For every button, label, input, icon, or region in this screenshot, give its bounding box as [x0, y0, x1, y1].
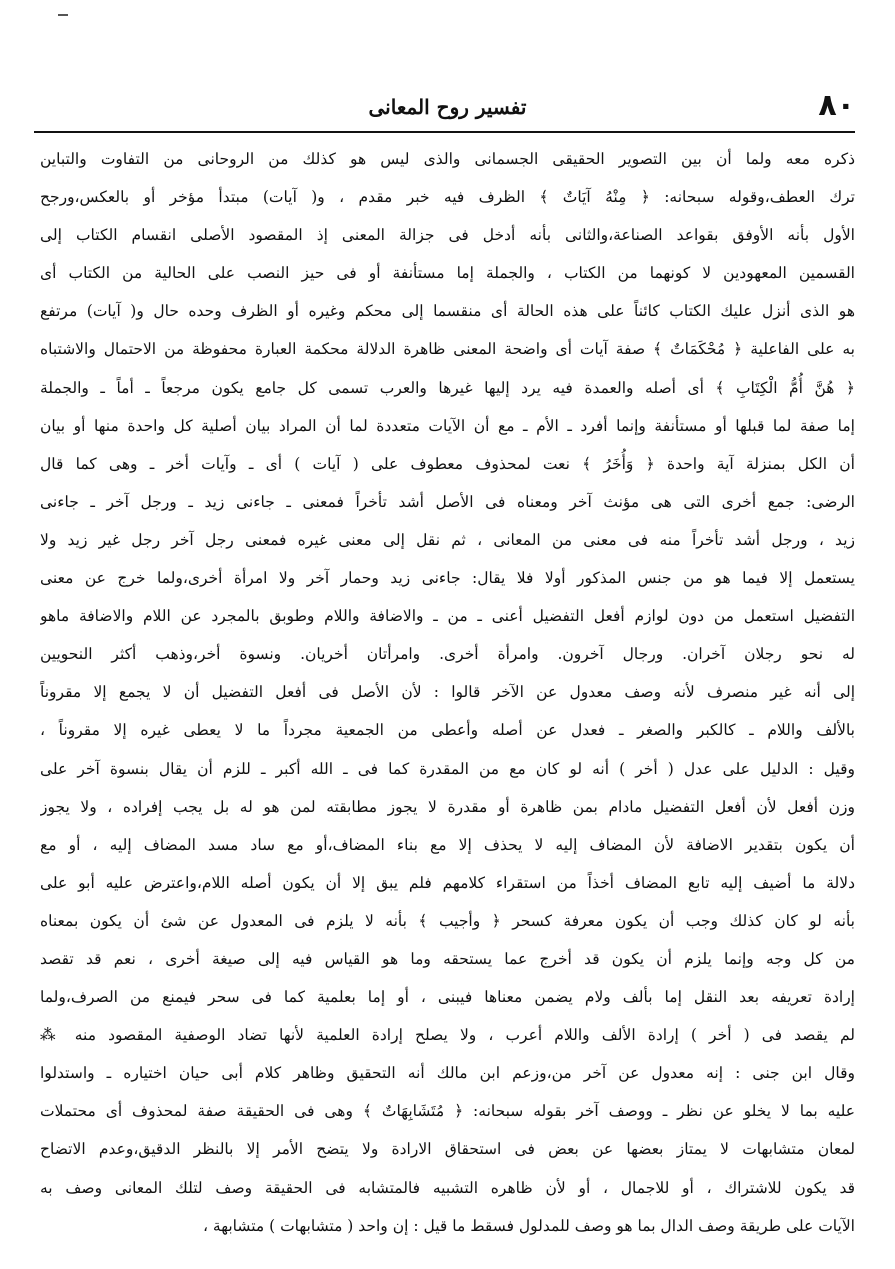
text-line: دلالة ما أضيف إليه تابع المضاف أخذاً من استقراء كلامهم فلم يبق إلا أن يكون أصله اللام،واعترض عليه أبو على: [40, 873, 855, 892]
text-line: وقيل : الدليل على عدل ( أخر ) أنه لو كان مع من المقدرة كما فى ـ الله أكبر ـ للزم أن يقال بنسوة آخر على: [40, 759, 855, 778]
body-text: [40, 140, 855, 1245]
text-line: القسمين المعهودين لا كونهما من الكتاب ، والجملة إما مستأنفة أو فى حيز النصب على الحالية من الكتاب أى: [40, 264, 855, 283]
text-line: ﴿ هُنَّ أُمُّ الْكِتَابِ ﴾ أى أصله والعمدة فيه يرد إليها غيرها والعرب تسمى كل جامع يكون مرجعاً ـ أماً ـ والجملة: [40, 378, 855, 397]
text-line: وزن أفعل لأن أفعل التفضيل مادام بمن ظاهرة أو مقدرة لا يجوز مطابقته لمن هو له بل يجب إفراده ، ولا يجوز: [40, 797, 855, 816]
text-line: لم يقصد فى ( أخر ) إرادة الألف واللام أعرب ، ولا يصلح إرادة العلمية لأنها تضاد الوصفية المقصود منه ⁂: [40, 1026, 855, 1045]
text-line: بأنه لو كان كذلك وجب أن يكون معرفة كسحر ﴿ وأجيب ﴾ بأنه لا يلزم فى المعدول عن شئ أن يكون بمعناه: [40, 911, 855, 930]
text-line: الرضى: جمع أخرى التى هى مؤنث آخر ومعناه فى الأصل أشد تأخراً فمعنى ـ جاءنى زيد ـ ورجل آخر ـ جاءنى: [40, 492, 855, 511]
text-line: وقال ابن جنى : إنه معدول عن آخر من،وزعم ابن مالك أنه التحقيق وظاهر كلام أبى حيان اختياره ـ واستدلوا: [40, 1064, 855, 1083]
text-line: الأول بأنه الأوفق بقواعد الصناعة،والثانى بأنه أدخل فى جزالة المعنى إذ المقصود الأصلى انقسام الكتاب إلى: [40, 226, 855, 245]
text-line: لمعان متشابهات لا يمتاز بعضها عن بعض فى استحقاق الارادة ولا يتضح الأمر إلا بالنظر الدقيق،وعدم الاتضاح: [40, 1140, 855, 1159]
text-line: أن يكون بتقدير الاضافة لأن المضاف إليه لا يحذف إلا مع بناء المضاف،أو مع ساد مسد المضاف إليه ، أو مع: [40, 835, 855, 854]
text-line: عليه بما لا يخلو عن نظر ـ ووصف آخر بقوله سبحانه: ﴿ مُتَشَابِهَاتٌ ﴾ وهى فى الحقيقة صفة لمحذوف أى محتملات: [40, 1102, 855, 1121]
text-line: زيد ، ورجل أشد تأخراً منه فى معنى من المعانى ، ثم نقل إلى معنى غيره فمعنى رجل آخر رجل غير زيد ولا: [40, 530, 855, 549]
scan-mark: [58, 14, 68, 16]
text-line: إما صفة لما قبلها أو مستأنفة وإنما أفرد ـ الأم ـ مع أن الآيات متعددة لما أن المراد بيان أصلية كل واحدة منها أو بيان: [40, 416, 855, 435]
text-line: إرادة تعريفه بعد النقل إما بألف ولام يضمن معناها فيبنى ، أو إما بعلمية كما فى سحر فيمنع من الصرف،ولما: [40, 988, 855, 1007]
text-line: الآيات على طريقة وصف الدال بما هو وصف للمدلول فسقط ما قيل : إن واحد ( متشابهات ) متشابهة ،: [202, 1216, 855, 1235]
text-line: ذكره معه ولما أن بين التصوير الحقيقى الجسمانى والذى ليس هو كذلك من الروحانى من التفاوت والتباين: [40, 150, 855, 168]
text-line: له نحو رجلان آخران. ورجال آخرون. وامرأة أخرى. وامرأتان أخريان. ونسوة أخر،وذهب أكثر النحويين: [40, 645, 855, 664]
text-line: قد يكون للاشتراك ، أو للاجمال ، أو لأن ظاهره التشبيه فالمتشابه فى الحقيقة وصف لتلك المعانى وصف به: [40, 1178, 855, 1197]
text-line: يستعمل إلا فيما هو من جنس المذكور أولا فلا يقال: جاءنى زيد وحمار آخر ولا امرأة أخرى،ولما خرج عن معنى: [40, 569, 855, 588]
text-line: بالألف واللام ـ كالكبر والصغر ـ فعدل عن أصله وأعطى من الجمعية مجرداً ما لا يعطى غيره إلا مقروناً ،: [40, 721, 855, 740]
running-title: تفسير روح المعانى: [368, 95, 527, 119]
page-number: ٨٠: [818, 88, 855, 123]
text-line: هو الذى أنزل عليك الكتاب كائناً على هذه الحالة أى منقسما إلى محكم وغيره أو الظرف وحده حال و( آيات) مرتفع: [40, 302, 855, 321]
text-line: أن الكل بمنزلة آية واحدة ﴿ وَأُخَرُ ﴾ نعت لمحذوف معطوف على ( آيات ) أى ـ وآيات أخر ـ وهى كما قال: [40, 454, 855, 473]
text-line: به على الفاعلية ﴿ مُحْكَمَاتٌ ﴾ صفة آيات أى واضحة المعنى ظاهرة الدلالة محكمة العبارة محفوظة من الاحتمال والاشتباه: [40, 340, 855, 359]
text-line: ترك العطف،وقوله سبحانه: ﴿ مِنْهُ آيَاتٌ ﴾ الظرف فيه خبر مقدم ، و( آيات) مبتدأ مؤخر أو بالعكس،ورجح: [40, 188, 855, 207]
text-line: إلى أنه غير منصرف لأنه وصف معدول عن الآخر قالوا : لأن الأصل فى أفعل التفضيل أن لا يجمع إلا مقروناً: [40, 683, 855, 702]
text-line: التفضيل استعمل من دون لوازم أفعل التفضيل أعنى ـ من ـ والاضافة واللام وطوبق بالمجرد عن اللام والاضافة ماهو: [40, 607, 855, 626]
page-header: [40, 88, 855, 128]
header-rule: [34, 131, 855, 133]
text-line: من كل وجه وإنما يلزم أن يكون قد أخرج عما يستحقه وما هو القياس فيه إلى صيغة أخرى ، نعم قد تقصد: [40, 949, 855, 968]
